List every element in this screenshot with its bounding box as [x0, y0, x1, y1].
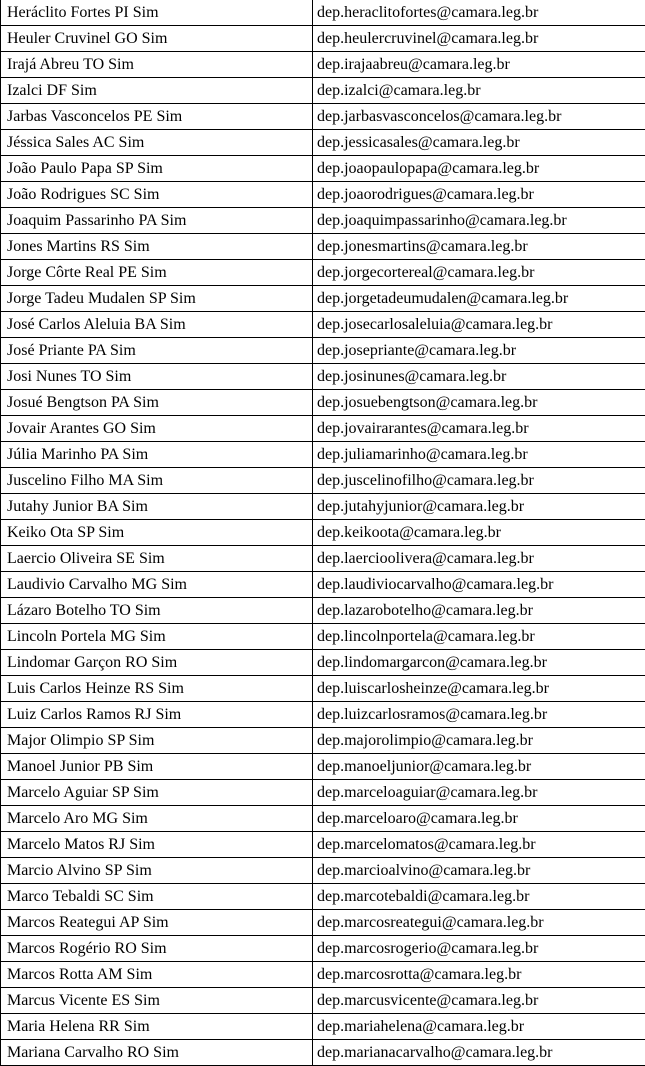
deputy-name-cell: Júlia Marinho PA Sim: [1, 442, 313, 468]
deputy-name-cell: Marcos Rotta AM Sim: [1, 962, 313, 988]
deputy-email-cell: dep.majorolimpio@camara.leg.br: [313, 728, 645, 754]
table-row: [1, 910, 645, 936]
table-row: [1, 1040, 645, 1066]
deputy-email-cell: dep.marcusvicente@camara.leg.br: [313, 988, 645, 1014]
table-row: [1, 286, 645, 312]
deputy-name-cell: Irajá Abreu TO Sim: [1, 52, 313, 78]
deputy-email-cell: dep.marcioalvino@camara.leg.br: [313, 858, 645, 884]
table-row: [1, 546, 645, 572]
table-row: [1, 1014, 645, 1040]
table-row: [1, 494, 645, 520]
deputy-email-cell: dep.luiscarlosheinze@camara.leg.br: [313, 676, 645, 702]
deputy-name-cell: Luis Carlos Heinze RS Sim: [1, 676, 313, 702]
table-row: [1, 676, 645, 702]
deputy-name-cell: Josué Bengtson PA Sim: [1, 390, 313, 416]
deputy-email-cell: dep.lazarobotelho@camara.leg.br: [313, 598, 645, 624]
deputy-name-cell: Marcio Alvino SP Sim: [1, 858, 313, 884]
deputy-email-cell: dep.marceloaguiar@camara.leg.br: [313, 780, 645, 806]
deputy-email-cell: dep.joaopaulopapa@camara.leg.br: [313, 156, 645, 182]
table-row: [1, 156, 645, 182]
deputy-name-cell: Heuler Cruvinel GO Sim: [1, 26, 313, 52]
deputy-name-cell: Jéssica Sales AC Sim: [1, 130, 313, 156]
table-row: [1, 988, 645, 1014]
deputy-name-cell: João Rodrigues SC Sim: [1, 182, 313, 208]
deputy-email-cell: dep.marcosrotta@camara.leg.br: [313, 962, 645, 988]
table-row: [1, 364, 645, 390]
deputy-email-cell: dep.josinunes@camara.leg.br: [313, 364, 645, 390]
table-row: [1, 520, 645, 546]
table-row: [1, 104, 645, 130]
deputy-name-cell: Lázaro Botelho TO Sim: [1, 598, 313, 624]
table-row: [1, 26, 645, 52]
table-row: [1, 650, 645, 676]
table-row: [1, 884, 645, 910]
deputy-email-cell: dep.lindomargarcon@camara.leg.br: [313, 650, 645, 676]
deputy-email-cell: dep.josuebengtson@camara.leg.br: [313, 390, 645, 416]
table-row: [1, 260, 645, 286]
deputy-email-cell: dep.marcosreategui@camara.leg.br: [313, 910, 645, 936]
deputy-name-cell: Marcus Vicente ES Sim: [1, 988, 313, 1014]
deputy-email-cell: dep.josepriante@camara.leg.br: [313, 338, 645, 364]
deputy-email-cell: dep.marcotebaldi@camara.leg.br: [313, 884, 645, 910]
deputy-name-cell: Laudivio Carvalho MG Sim: [1, 572, 313, 598]
table-row: [1, 0, 645, 26]
table-row: [1, 78, 645, 104]
deputy-name-cell: Izalci DF Sim: [1, 78, 313, 104]
deputy-email-cell: dep.jorgetadeumudalen@camara.leg.br: [313, 286, 645, 312]
deputy-name-cell: Josi Nunes TO Sim: [1, 364, 313, 390]
table-row: [1, 442, 645, 468]
table-row: [1, 52, 645, 78]
deputy-email-cell: dep.marcosrogerio@camara.leg.br: [313, 936, 645, 962]
table-row: [1, 598, 645, 624]
deputy-email-cell: dep.laercioolivera@camara.leg.br: [313, 546, 645, 572]
table-row: [1, 468, 645, 494]
deputy-name-cell: Maria Helena RR Sim: [1, 1014, 313, 1040]
deputy-name-cell: Jarbas Vasconcelos PE Sim: [1, 104, 313, 130]
deputy-name-cell: Marcelo Matos RJ Sim: [1, 832, 313, 858]
deputy-email-cell: dep.joaquimpassarinho@camara.leg.br: [313, 208, 645, 234]
deputy-name-cell: Lincoln Portela MG Sim: [1, 624, 313, 650]
deputy-email-cell: dep.jutahyjunior@camara.leg.br: [313, 494, 645, 520]
deputy-email-cell: dep.luizcarlosramos@camara.leg.br: [313, 702, 645, 728]
deputy-name-cell: João Paulo Papa SP Sim: [1, 156, 313, 182]
deputy-email-cell: dep.jessicasales@camara.leg.br: [313, 130, 645, 156]
deputy-email-cell: dep.marianacarvalho@camara.leg.br: [313, 1040, 645, 1066]
deputy-email-cell: dep.heulercruvinel@camara.leg.br: [313, 26, 645, 52]
deputy-email-cell: dep.joaorodrigues@camara.leg.br: [313, 182, 645, 208]
deputy-name-cell: Keiko Ota SP Sim: [1, 520, 313, 546]
deputy-name-cell: Marco Tebaldi SC Sim: [1, 884, 313, 910]
deputy-email-cell: dep.mariahelena@camara.leg.br: [313, 1014, 645, 1040]
deputy-name-cell: Major Olimpio SP Sim: [1, 728, 313, 754]
deputy-email-cell: dep.jarbasvasconcelos@camara.leg.br: [313, 104, 645, 130]
deputies-table-body: [1, 0, 645, 1066]
table-row: [1, 962, 645, 988]
deputy-name-cell: Jorge Tadeu Mudalen SP Sim: [1, 286, 313, 312]
deputy-email-cell: dep.jovairarantes@camara.leg.br: [313, 416, 645, 442]
deputy-email-cell: dep.marcelomatos@camara.leg.br: [313, 832, 645, 858]
table-row: [1, 234, 645, 260]
table-row: [1, 832, 645, 858]
deputy-name-cell: Marcos Rogério RO Sim: [1, 936, 313, 962]
deputy-email-cell: dep.juscelinofilho@camara.leg.br: [313, 468, 645, 494]
deputy-name-cell: Heráclito Fortes PI Sim: [1, 0, 313, 26]
deputy-name-cell: Manoel Junior PB Sim: [1, 754, 313, 780]
deputy-name-cell: Mariana Carvalho RO Sim: [1, 1040, 313, 1066]
table-row: [1, 338, 645, 364]
deputy-name-cell: Lindomar Garçon RO Sim: [1, 650, 313, 676]
table-row: [1, 936, 645, 962]
deputy-name-cell: Luiz Carlos Ramos RJ Sim: [1, 702, 313, 728]
deputy-email-cell: dep.laudiviocarvalho@camara.leg.br: [313, 572, 645, 598]
table-row: [1, 806, 645, 832]
table-row: [1, 416, 645, 442]
deputy-email-cell: dep.juliamarinho@camara.leg.br: [313, 442, 645, 468]
table-row: [1, 182, 645, 208]
deputy-name-cell: Laercio Oliveira SE Sim: [1, 546, 313, 572]
table-row: [1, 728, 645, 754]
deputy-email-cell: dep.jonesmartins@camara.leg.br: [313, 234, 645, 260]
deputy-email-cell: dep.keikoota@camara.leg.br: [313, 520, 645, 546]
table-row: [1, 858, 645, 884]
table-row: [1, 572, 645, 598]
table-row: [1, 208, 645, 234]
deputy-name-cell: Marcelo Aguiar SP Sim: [1, 780, 313, 806]
deputy-name-cell: Jovair Arantes GO Sim: [1, 416, 313, 442]
deputy-name-cell: José Carlos Aleluia BA Sim: [1, 312, 313, 338]
deputy-email-cell: dep.josecarlosaleluia@camara.leg.br: [313, 312, 645, 338]
deputy-name-cell: Jorge Côrte Real PE Sim: [1, 260, 313, 286]
table-row: [1, 624, 645, 650]
table-row: [1, 130, 645, 156]
table-row: [1, 780, 645, 806]
deputy-name-cell: Jones Martins RS Sim: [1, 234, 313, 260]
deputy-email-cell: dep.irajaabreu@camara.leg.br: [313, 52, 645, 78]
table-row: [1, 390, 645, 416]
deputy-name-cell: José Priante PA Sim: [1, 338, 313, 364]
deputy-email-cell: dep.izalci@camara.leg.br: [313, 78, 645, 104]
deputy-email-cell: dep.manoeljunior@camara.leg.br: [313, 754, 645, 780]
deputy-email-cell: dep.lincolnportela@camara.leg.br: [313, 624, 645, 650]
deputy-email-cell: dep.heraclitofortes@camara.leg.br: [313, 0, 645, 26]
table-row: [1, 754, 645, 780]
deputy-name-cell: Joaquim Passarinho PA Sim: [1, 208, 313, 234]
deputy-email-cell: dep.jorgecortereal@camara.leg.br: [313, 260, 645, 286]
deputy-name-cell: Juscelino Filho MA Sim: [1, 468, 313, 494]
deputy-name-cell: Marcelo Aro MG Sim: [1, 806, 313, 832]
table-row: [1, 312, 645, 338]
deputy-email-cell: dep.marceloaro@camara.leg.br: [313, 806, 645, 832]
deputy-name-cell: Marcos Reategui AP Sim: [1, 910, 313, 936]
deputy-name-cell: Jutahy Junior BA Sim: [1, 494, 313, 520]
table-row: [1, 702, 645, 728]
